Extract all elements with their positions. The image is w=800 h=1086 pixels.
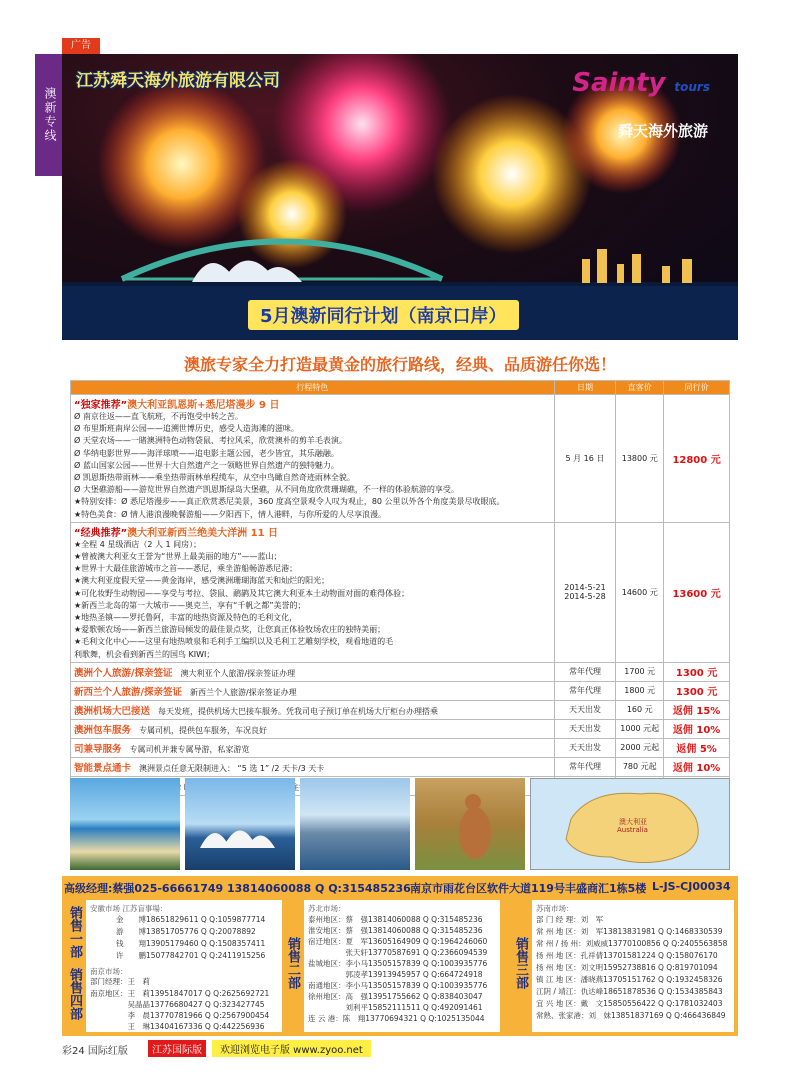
- service-desc: 每天发班，提供机场大巴接车服务。凭我司电子预订单在机场大厅柜台办理搭乘: [158, 706, 439, 716]
- hero-banner: [62, 54, 738, 340]
- package-1-title: [74, 396, 551, 411]
- service-direct: 2000 元起: [616, 738, 664, 757]
- contact-entry: 镇 江 地 区：潘晓燕13705151762 Q Q:1932458326: [536, 975, 723, 984]
- service-row: [71, 719, 730, 738]
- package-1-line: Ø 天堂农场——一睹澳洲特色动物袋鼠、考拉风采，欣赏澳朴的剪羊毛表演。: [74, 436, 347, 446]
- package-1-line: Ø 华纳电影世界——海洋球喷——追电影主题公园，老少皆宜，其乐融融。: [74, 448, 339, 458]
- service-date: 天天出发: [554, 700, 616, 719]
- package-2-line: ★全程 4 星级酒店（2 人 1 间房）；: [74, 539, 202, 549]
- contact-entry: 江阴 / 靖江：仇达峰18651878536 Q Q:1534385843: [536, 987, 723, 996]
- contact-entry: 南通地区：李小马13505157839 Q Q:1003935776: [308, 981, 488, 990]
- map-label: 澳大利亚: [619, 818, 647, 826]
- service-peer: 返佣 5%: [664, 738, 730, 757]
- contact-entry: 部门经理：王 莉: [90, 977, 150, 986]
- contact-entry: 连 云 港：陈 翔13770694321 Q Q:1025135044: [308, 1014, 485, 1023]
- service-desc: 澳洲景点任意无限制进入： “5 选 1” /2 天卡/3 天卡: [139, 763, 325, 773]
- service-name: 澳洲包车服务: [74, 724, 132, 736]
- service-cell: [71, 738, 555, 757]
- package-2-peer-price: 13600 元: [664, 522, 730, 662]
- itinerary-table: [70, 380, 730, 796]
- header-feature: 行程特色: [71, 381, 555, 395]
- box-head: 安徽市场 江苏盲事場：: [90, 904, 168, 913]
- contact-entry: 常 州 / 扬 州：刘威威13770100856 Q Q:2405563858: [536, 939, 728, 948]
- service-name: 新西兰个人旅游/探亲签证: [74, 686, 182, 698]
- package-2-date-1: 2014-5-21: [564, 583, 606, 593]
- package-2-line: 利歌舞，机会看到新西兰的国鸟 KIWI；: [74, 649, 215, 659]
- package-2-prefix: “经典推荐”: [74, 527, 128, 539]
- package-1-line: ★特别安排：Ø 悉尼塔漫步——真正欣赏悉尼美景，360 度高空景观令人叹为观止，80 公里以外各个角度美景尽收眼底。: [74, 497, 505, 507]
- package-2-line: ★世界十大最佳旅游城市之首——悉尼，乘坐游船畅游悉尼港；: [74, 564, 298, 574]
- opera-house-icon: [185, 778, 295, 870]
- contact-entry: 金 博18651829611 Q Q:1059877714: [116, 915, 266, 924]
- contact-entry: 郭凌孝13913945957 Q Q:664724918: [308, 970, 483, 979]
- service-name: 澳洲个人旅游/探亲签证: [74, 667, 173, 679]
- page-footer: [62, 1040, 738, 1058]
- service-cell: [71, 757, 555, 776]
- contact-entry: 盐城地区：李小马13505157839 Q Q:1003935776: [308, 959, 488, 968]
- service-row: [71, 700, 730, 719]
- slogan: 澳旅专家全力打造最黄金的旅行路线，经典、品质游任你选！: [183, 355, 616, 374]
- license-number: L-JS-CJ00034: [652, 880, 731, 893]
- senior-manager: 高级经理:蔡强025-66661749 13814060088 Q Q:315485236: [64, 882, 411, 895]
- service-cell: [71, 719, 555, 738]
- map-label-en: Australia: [617, 826, 648, 834]
- box-head: 苏南市场：: [536, 904, 574, 913]
- service-direct: 780 元起: [616, 757, 664, 776]
- service-row: [71, 681, 730, 700]
- package-2-line: ★新西兰北岛的第一大城市——奥克兰，享有“千帆之都”美誉的；: [74, 600, 306, 610]
- contact-entry: 李 晨13770781966 Q Q:2567900454: [90, 1011, 270, 1020]
- logo-cn-name: 舜天海外旅游: [617, 122, 708, 140]
- service-direct: 1800 元: [616, 681, 664, 700]
- package-1-line: Ø 凯恩斯热带雨林——乘坐热带雨林单程缆车，从空中鸟瞰自然奇迹雨林全貌。: [74, 473, 355, 483]
- contact-entry: 泰州地区：蔡 强13814060088 Q Q:315485236: [308, 915, 483, 924]
- contact-entry: 常熟、张家港：刘 妹13851837169 Q Q:466436849: [536, 1011, 726, 1020]
- sales-box-2: [304, 900, 500, 1032]
- page-number: 彩24 国际红版: [62, 1046, 128, 1057]
- logo-tours-text: tours: [674, 80, 710, 94]
- package-2-date: [554, 522, 616, 662]
- package-2-line: ★可化妆野生动物园——享受与考拉、袋鼠、鸸鹋及其它澳大利亚本土动物面对面的难得体验；: [74, 588, 410, 598]
- service-name: 澳洲机场大巴接送: [74, 705, 151, 717]
- photo-strip: [70, 778, 730, 870]
- service-row: [71, 662, 730, 681]
- service-date: 天天出发: [554, 738, 616, 757]
- package-2-title: [74, 524, 551, 539]
- beach-photo: [70, 778, 180, 870]
- company-name: 江苏舜天海外旅游有限公司: [76, 71, 280, 91]
- package-2-line: ★爱歌顿农场——新西兰旅游局倾发的最佳景点奖，让您真正体验牧场农庄的独特美丽；: [74, 625, 386, 635]
- package-1-name: 澳大利亚凯恩斯+悉尼塔漫步 9 日: [127, 400, 280, 411]
- service-date: 天天出发: [554, 719, 616, 738]
- package-2-line: ★毛利文化中心——这里有地热喷泉和毛利手工编织以及毛利工艺雕刻学校，观看地道的毛: [74, 637, 394, 647]
- package-2-details: [71, 522, 555, 662]
- contact-entry: 宿迁地区：夏 军13605164909 Q Q:1964246060: [308, 937, 488, 946]
- website-link[interactable]: 欢迎浏览电子版 www.zyoo.net: [212, 1040, 371, 1057]
- package-1-line: Ø 布里斯班南岸公园——追溯世博历史，感受人造海滩的滋味。: [74, 424, 299, 434]
- package-2-line: ★地热圣镇——罗托鲁阿，丰富的地热资源及特色的毛利文化，: [74, 613, 298, 623]
- header-peer-price: 同行价: [664, 381, 730, 395]
- ad-tag: 广告: [62, 38, 100, 54]
- section-tab: 澳新专线: [35, 54, 65, 176]
- dept-label: 销售二部: [285, 937, 300, 989]
- service-peer: 1300 元: [664, 681, 730, 700]
- contact-entry: 王 琳13404167336 Q Q:442256936: [90, 1022, 265, 1031]
- contact-entry: 宜 兴 地 区：戴 文15850556422 Q Q:1781032403: [536, 999, 723, 1008]
- kangaroo-icon: [415, 778, 525, 870]
- package-1-peer-price: 12800 元: [664, 395, 730, 523]
- plan-title: 5月澳新同行计划（南京口岸）: [248, 300, 519, 330]
- contact-entry: 许 鹏15077842701 Q Q:2411915256: [116, 951, 266, 960]
- service-desc: 澳大利亚个人旅游/探亲签证办理: [180, 668, 296, 678]
- package-row-2: [71, 522, 730, 662]
- contact-entry: 常 州 地 区：刘 军13813831981 Q Q:1468330539: [536, 927, 723, 936]
- service-desc: 新西兰个人旅游/探亲签证办理: [189, 687, 297, 697]
- service-peer: 返佣 15%: [664, 700, 730, 719]
- service-direct: 1000 元起: [616, 719, 664, 738]
- opera-house-photo: [185, 778, 295, 870]
- package-2-date-2: 2014-5-28: [564, 592, 606, 602]
- service-peer: 返佣 10%: [664, 757, 730, 776]
- service-name: 司兼导服务: [74, 743, 122, 755]
- contact-entry: 徐州地区：高 强13951755662 Q Q:838403047: [308, 992, 483, 1001]
- package-1-line: Ø 南京往返——直飞航班，不再饱受中转之苦。: [74, 412, 243, 421]
- package-1-line: Ø 蓝山国家公园——世界十大自然遗产之一领略世界自然遗产的独特魅力。: [74, 460, 339, 470]
- contact-entry: 南京地区：王 莉13951847017 Q Q:2625692721: [90, 989, 270, 998]
- service-date: 常年代理: [554, 662, 616, 681]
- contact-entry: 扬 州 地 区：孔祥倩13701581224 Q Q:158076170: [536, 951, 718, 960]
- city-skyline-photo: [300, 778, 410, 870]
- service-cell: [71, 662, 555, 681]
- sales-box-1-4: [86, 900, 282, 1032]
- header-date: 日期: [554, 381, 616, 395]
- service-row: [71, 738, 730, 757]
- service-date: 常年代理: [554, 681, 616, 700]
- kangaroo-photo: [415, 778, 525, 870]
- contact-entry: 部 门 经 理：刘 军: [536, 915, 604, 924]
- service-cell: [71, 681, 555, 700]
- dept-label: 销售四部: [67, 968, 82, 1020]
- contact-entry: 淮安地区：蔡 强13814060088 Q Q:315485236: [308, 926, 483, 935]
- address: 南京市雨花台区软件大道119号丰盛商汇1栋5楼: [410, 882, 647, 895]
- package-1-details: [71, 395, 555, 523]
- australia-map: [530, 778, 730, 870]
- service-peer: 1300 元: [664, 662, 730, 681]
- service-desc: 专属司机并兼专属导游，私家游览: [129, 744, 250, 754]
- contact-entry: 刘利平15852111511 Q Q:492091461: [308, 1003, 483, 1012]
- package-1-date: 5 月 16 日: [554, 395, 616, 523]
- package-1-direct-price: 13800 元: [616, 395, 664, 523]
- sales-box-3: [532, 900, 734, 1032]
- dept-label: 销售一部: [67, 906, 82, 958]
- package-1-prefix: “独家推荐”: [74, 400, 128, 411]
- service-name: 智能景点通卡: [74, 762, 132, 774]
- package-1-line: ★特色美食：Ø 情人港浪漫晚餐游船——夕阳西下，情人港畔，与你所爱的人尽享浪漫。: [74, 509, 387, 519]
- dept-label: 销售三部: [513, 937, 528, 989]
- header-direct-price: 直客价: [616, 381, 664, 395]
- package-2-line: ★曾被澳大利亚女王誉为“世界上最美丽的地方”——蓝山；: [74, 552, 282, 562]
- service-direct: 1700 元: [616, 662, 664, 681]
- package-2-name: 澳大利亚新西兰绝美大洋洲 11 日: [127, 527, 279, 539]
- edition-badge: 江苏国际版: [148, 1040, 206, 1057]
- package-1-line: Ø 大堡礁游船——游览世界自然遗产凯恩斯绿岛大堡礁，从不同角度欣赏珊瑚礁，不一样的体验航游的享受。: [74, 485, 459, 495]
- contact-section: [62, 876, 738, 1036]
- box-head: 南京市场：: [90, 967, 128, 976]
- package-row-1: [71, 395, 730, 523]
- contact-entry: 吴晶晶13776680427 Q Q:323427745: [90, 1000, 265, 1009]
- logo-text: Sainty: [572, 68, 666, 98]
- service-desc: 专属司机，提供包车服务，车况良好: [139, 725, 268, 735]
- package-2-direct-price: 14600 元: [616, 522, 664, 662]
- service-peer: 返佣 10%: [664, 719, 730, 738]
- service-direct: 160 元: [616, 700, 664, 719]
- contact-entry: 扬 州 地 区：刘文明15952738816 Q Q:819701094: [536, 963, 718, 972]
- package-2-line: ★澳大利亚度假天堂——黄金海岸，感受澳洲珊瑚海蓝天和灿烂的阳光；: [74, 576, 330, 586]
- box-head: 苏北市场：: [308, 904, 346, 913]
- table-header-row: [71, 381, 730, 395]
- service-cell: [71, 700, 555, 719]
- service-date: 常年代理: [554, 757, 616, 776]
- contact-entry: 游 博13851705776 Q Q:20078892: [116, 927, 256, 936]
- sainty-logo: [572, 68, 710, 98]
- contact-entry: 张天轩13770587691 Q Q:2366094539: [308, 948, 488, 957]
- service-row: [71, 757, 730, 776]
- contact-entry: 钱 翔13905179460 Q Q:1508357411: [116, 939, 266, 948]
